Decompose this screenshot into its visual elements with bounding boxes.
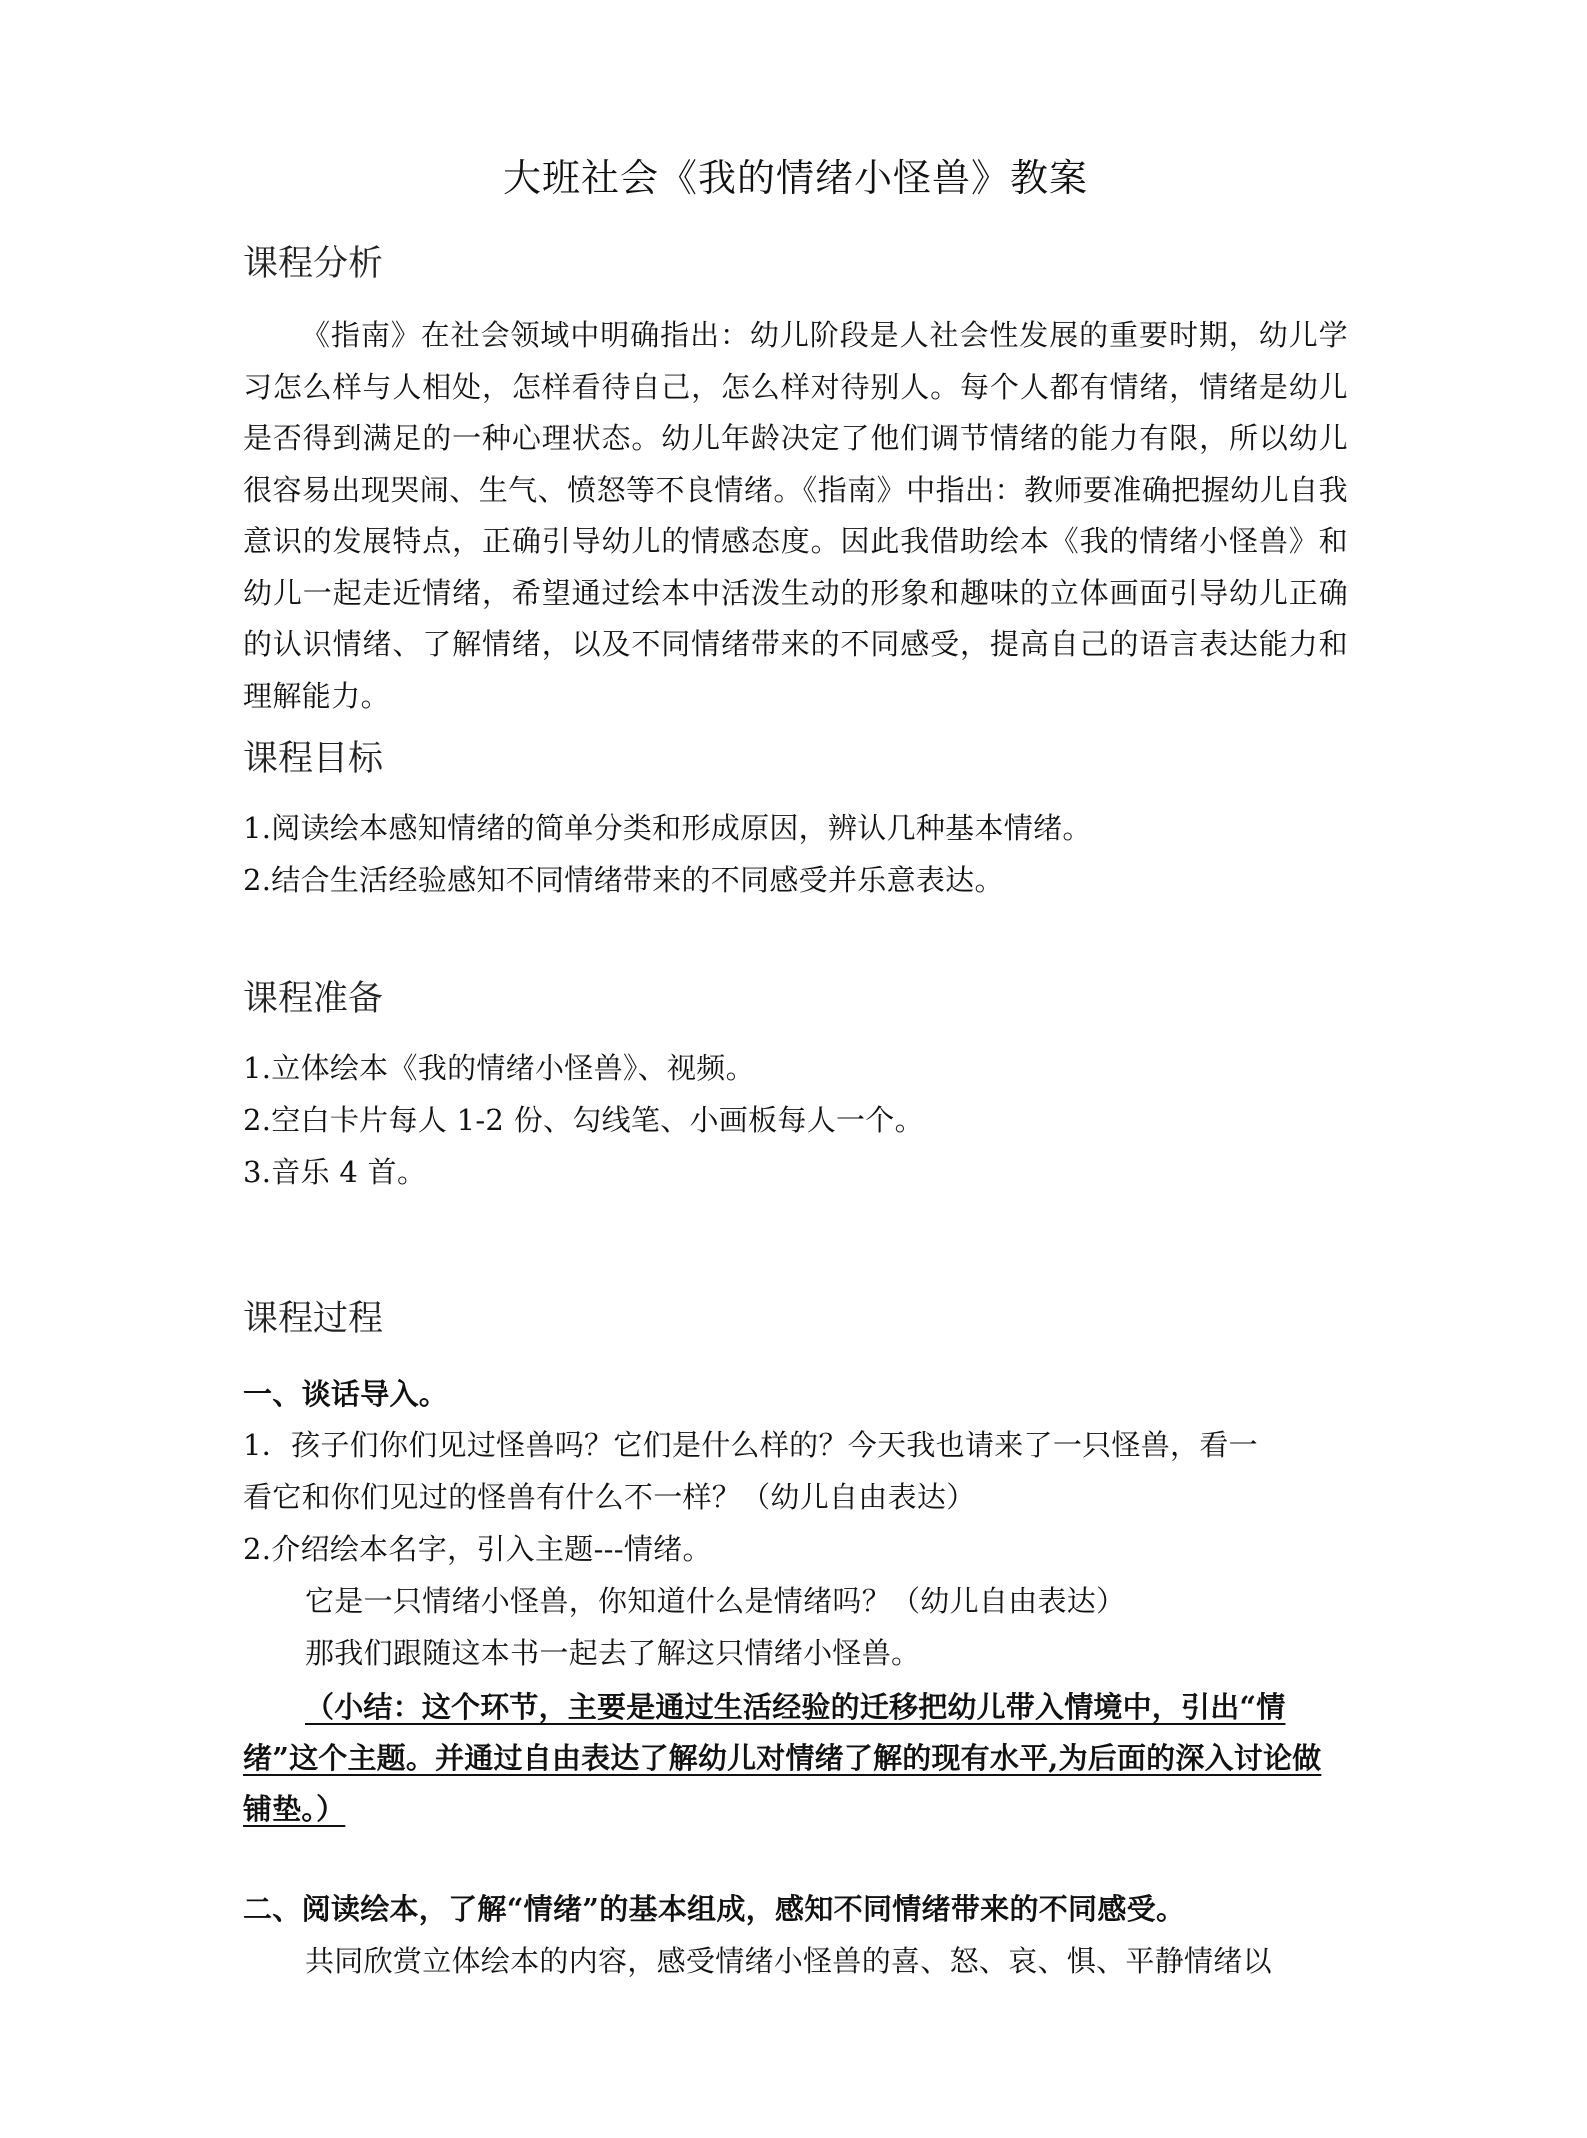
process-part1-item1-line2: 看它和你们见过的怪兽有什么不一样？（幼儿自由表达） [243, 1480, 976, 1514]
process-part1-heading: 一、谈话导入。 [243, 1377, 449, 1411]
process-part1-item1-line1: 1．孩子们你们见过怪兽吗？它们是什么样的？今天我也请来了一只怪兽，看一 [243, 1428, 1258, 1462]
heading-course-process: 课程过程 [243, 1299, 384, 1339]
document-title: 大班社会《我的情绪小怪兽》教案 [502, 156, 1088, 200]
goal-item-1: 1.阅读绘本感知情绪的简单分类和形成原因，辨认几种基本情绪。 [243, 811, 1092, 845]
prep-item-1: 1.立体绘本《我的情绪小怪兽》、视频。 [243, 1051, 755, 1085]
process-part1-item2: 2.介绍绘本名字，引入主题---情绪。 [243, 1532, 712, 1566]
goal-item-2: 2.结合生活经验感知不同情绪带来的不同感受并乐意表达。 [243, 863, 1004, 897]
process-part1-sub2: 那我们跟随这本书一起去了解这只情绪小怪兽。 [305, 1636, 921, 1670]
prep-item-3: 3.音乐 4 首。 [243, 1155, 427, 1189]
prep-item-2: 2.空白卡片每人 1-2 份、勾线笔、小画板每人一个。 [243, 1103, 924, 1137]
process-part1-sub1: 它是一只情绪小怪兽，你知道什么是情绪吗？（幼儿自由表达） [305, 1584, 1126, 1618]
analysis-paragraph: 《指南》在社会领域中明确指出：幼儿阶段是人社会性发展的重要时期，幼儿学习怎么样与人相处，怎样看待自己，怎么样对待别人。每个人都有情绪，情绪是幼儿是否得到满足的一种心理状态。幼儿年龄决定了他们调节情绪的能力有限，所以幼儿很容易出现哭闹、生气、愤怒等不良情绪。《指南》中指出：教师要准确把握幼儿自我意识的发展特点，正确引导幼儿的情感态度。因此我借助绘本《我的情绪小怪兽》和幼儿一起走近情绪，希望通过绘本中活泼生动的形象和趣味的立体画面引导幼儿正确的认识情绪、了解情绪，以及不同情绪带来的不同感受，提高自己的语言表达能力和理解能力。 [243, 318, 1348, 713]
process-part1-summary: （小结：这个环节，主要是通过生活经验的迁移把幼儿带入情境中，引出“情绪”这个主题。并通过自由表达了解幼儿对情绪了解的现有水平,为后面的深入讨论做铺垫。） [243, 1690, 1322, 1826]
heading-course-goals: 课程目标 [243, 739, 384, 779]
heading-course-preparation: 课程准备 [243, 979, 384, 1019]
heading-course-analysis: 课程分析 [243, 244, 384, 284]
process-part2-heading: 二、阅读绘本，了解“情绪”的基本组成，感知不同情绪带来的不同感受。 [243, 1892, 1186, 1926]
process-part2-line1: 共同欣赏立体绘本的内容，感受情绪小怪兽的喜、怒、哀、惧、平静情绪以 [305, 1944, 1272, 1978]
